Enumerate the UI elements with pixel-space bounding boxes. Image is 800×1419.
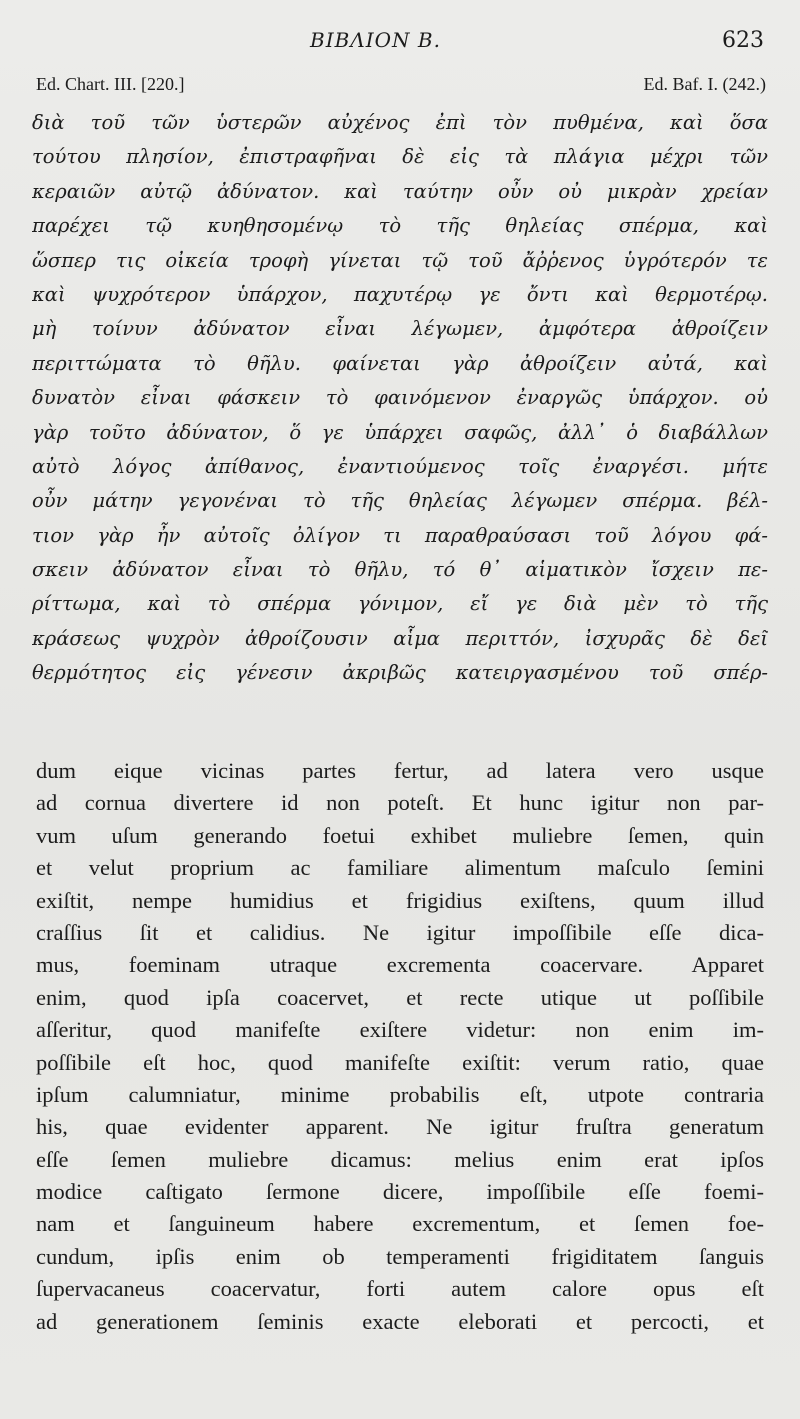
greek-line: τιον γὰρ ἦν αὐτοῖς ὀλίγον τι παραθραύσασι τοῦ λόγου φά- — [32, 523, 768, 547]
greek-line: διὰ τοῦ τῶν ὑστερῶν αὐχένος ἐπὶ τὸν πυθμένα, καὶ ὅσα — [32, 111, 768, 134]
greek-line: καὶ ψυχρότερον ὑπάρχον, παχυτέρῳ γε ὄντι καὶ θερμοτέρῳ. — [32, 282, 768, 306]
greek-line: παρέχει τῷ κυηθησομένῳ τὸ τῆς θηλείας σπέρμα, καὶ — [32, 214, 768, 238]
latin-line: et velut proprium ac familiare alimentum maſculo ſemini — [36, 855, 764, 881]
greek-line: θερμότητος εἰς γένεσιν ἀκριβῶς κατειργασμένου τοῦ σπέρ- — [32, 661, 768, 685]
latin-line: cundum, ipſis enim ob temperamenti frigiditatem ſanguis — [36, 1243, 764, 1269]
latin-line: vum uſum generando foetui exhibet muliebre ſemen, quin — [36, 822, 764, 848]
latin-line: dum eique vicinas partes fertur, ad latera vero usque — [36, 758, 764, 783]
greek-line: δυνατὸν εἶναι φάσκειν τὸ φαινόμενον ἐναργῶς ὑπάρχον. οὐ — [32, 386, 768, 410]
greek-text-block — [32, 106, 768, 691]
greek-line: κεραιῶν αὐτῷ ἀδύνατον. καὶ ταύτην οὖν οὐ μικρὰν χρείαν — [32, 179, 768, 203]
latin-line: eſſe ſemen muliebre dicamus: melius enim erat ipſos — [36, 1146, 764, 1172]
edition-basel-reference: Ed. Baf. I. (242.) — [643, 74, 766, 94]
greek-line: περιττώματα τὸ θῆλυ. φαίνεται γὰρ ἀθροίζειν αὐτά, καὶ — [32, 351, 768, 375]
latin-line: ad generationem ſeminis exacte eleborati et percocti, et — [36, 1308, 764, 1334]
latin-line: craſſius ſit et calidius. Ne igitur impoſſibile eſſe dica- — [36, 919, 764, 945]
greek-line: ὥσπερ τις οἰκεία τροφὴ γίνεται τῷ τοῦ ἄῤῥενος ὑγρότερόν τε — [32, 248, 768, 272]
latin-line: exiſtit, nempe humidius et frigidius exiſtens, quum illud — [36, 887, 764, 913]
latin-text-block — [36, 755, 764, 1338]
latin-line: modice caſtigato ſermone dicere, impoſſibile eſſe foemi- — [36, 1179, 764, 1205]
latin-line: nam et ſanguineum habere excrementum, et ſemen foe- — [36, 1211, 764, 1237]
latin-line: aſſeritur, quod manifeſte exiſtere videtur: non enim im- — [36, 1017, 764, 1043]
greek-line: κράσεως ψυχρὸν ἀθροίζουσιν αἷμα περιττόν, ἰσχυρᾶς δὲ δεῖ — [32, 626, 768, 650]
greek-line: γὰρ τοῦτο ἀδύνατον, ὅ γε ὑπάρχει σαφῶς, ἀλλ᾽ ὁ διαβάλλων — [32, 420, 768, 444]
page-header — [0, 28, 800, 58]
edition-references — [0, 74, 800, 100]
greek-line: ρίττωμα, καὶ τὸ σπέρμα γόνιμον, εἴ γε διὰ μὲν τὸ τῆς — [32, 592, 768, 616]
latin-line: enim, quod ipſa coacervet, et recte utique ut poſſibile — [36, 984, 764, 1010]
edition-chart-reference: Ed. Chart. III. [220.] — [36, 74, 185, 94]
running-title: ΒΙΒΛΙΟΝ Β. — [310, 28, 441, 52]
latin-line: his, quae evidenter apparent. Ne igitur fruſtra generatum — [36, 1114, 764, 1140]
latin-line: mus, foeminam utraque excrementa coacervare. Apparet — [36, 952, 764, 978]
greek-line: τούτου πλησίον, ἐπιστραφῆναι δὲ εἰς τὰ πλάγια μέχρι τῶν — [32, 145, 768, 169]
greek-line: μὴ τοίνυν ἀδύνατον εἶναι λέγωμεν, ἀμφότερα ἀθροίζειν — [32, 317, 768, 341]
latin-line: ſupervacaneus coacervatur, forti autem calore opus eſt — [36, 1276, 764, 1302]
page-number: 623 — [722, 28, 764, 53]
latin-line: ad cornua divertere id non poteſt. Et hunc igitur non par- — [36, 790, 764, 816]
greek-line: σκειν ἀδύνατον εἶναι τὸ θῆλυ, τό θ᾽ αἱματικὸν ἴσχειν πε- — [32, 558, 768, 582]
greek-line: αὐτὸ λόγος ἀπίθανος, ἐναντιούμενος τοῖς ἐναργέσι. μήτε — [32, 454, 768, 478]
greek-line: οὖν μάτην γεγονέναι τὸ τῆς θηλείας λέγωμεν σπέρμα. βέλ- — [32, 489, 768, 513]
latin-line: ipſum calumniatur, minime probabilis eſt, utpote contraria — [36, 1081, 764, 1107]
latin-line: poſſibile eſt hoc, quod manifeſte exiſtit: verum ratio, quae — [36, 1049, 764, 1075]
